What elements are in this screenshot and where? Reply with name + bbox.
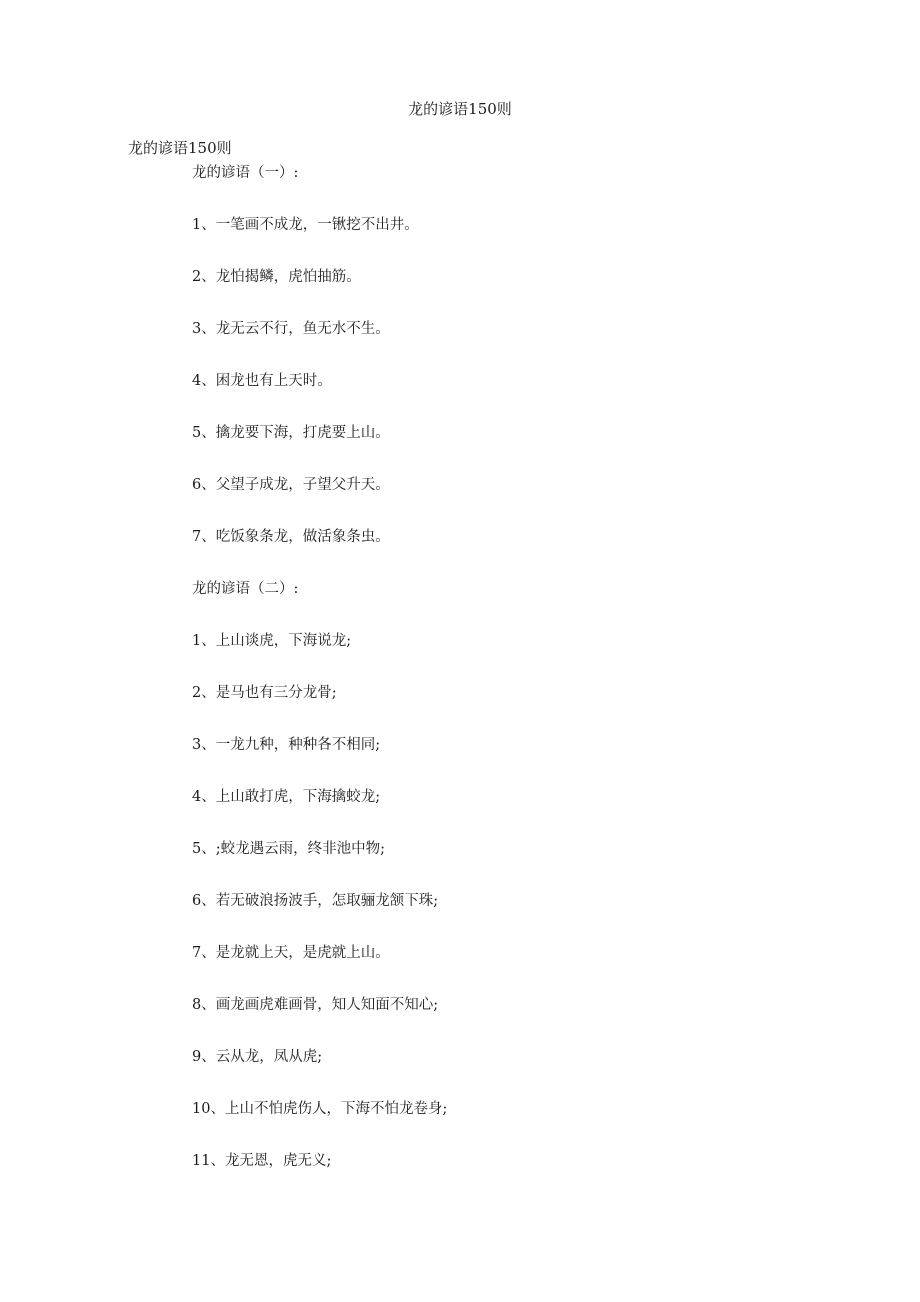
proverb-item: 6、若无破浪扬波手，怎取骊龙颔下珠; [192, 893, 439, 909]
proverb-item: 11、龙无恩，虎无义; [192, 1153, 332, 1169]
proverb-item: 8、画龙画虎难画骨，知人知面不知心; [192, 997, 439, 1013]
proverb-item: 7、是龙就上天，是虎就上山。 [192, 945, 390, 961]
proverb-item: 10、上山不怕虎伤人，下海不怕龙卷身; [192, 1101, 448, 1117]
proverb-item: 5、擒龙要下海，打虎要上山。 [192, 425, 390, 441]
proverb-item: 5、;蛟龙遇云雨，终非池中物; [192, 841, 385, 857]
proverb-item: 4、上山敢打虎，下海擒蛟龙; [192, 789, 381, 805]
proverb-item: 2、龙怕揭鳞，虎怕抽筋。 [192, 269, 361, 285]
proverb-item: 3、龙无云不行，鱼无水不生。 [192, 321, 390, 337]
proverb-item: 9、云从龙，凤从虎; [192, 1049, 323, 1065]
proverb-item: 3、一龙九种，种种各不相同; [192, 737, 381, 753]
document-body [192, 163, 832, 1171]
section-heading-2: 龙的谚语（二）: [192, 581, 299, 597]
page-title: 龙的谚语150则 [408, 100, 512, 118]
proverb-item: 4、困龙也有上天时。 [192, 373, 332, 389]
document-subtitle: 龙的谚语150则 [128, 139, 232, 157]
section-heading-1: 龙的谚语（一）: [192, 165, 299, 181]
proverb-item: 1、一笔画不成龙，一锹挖不出井。 [192, 217, 419, 233]
proverb-item: 2、是马也有三分龙骨; [192, 685, 337, 701]
proverb-item: 1、上山谈虎，下海说龙; [192, 633, 352, 649]
proverb-item: 7、吃饭象条龙，做活象条虫。 [192, 529, 390, 545]
proverb-item: 6、父望子成龙，子望父升天。 [192, 477, 390, 493]
